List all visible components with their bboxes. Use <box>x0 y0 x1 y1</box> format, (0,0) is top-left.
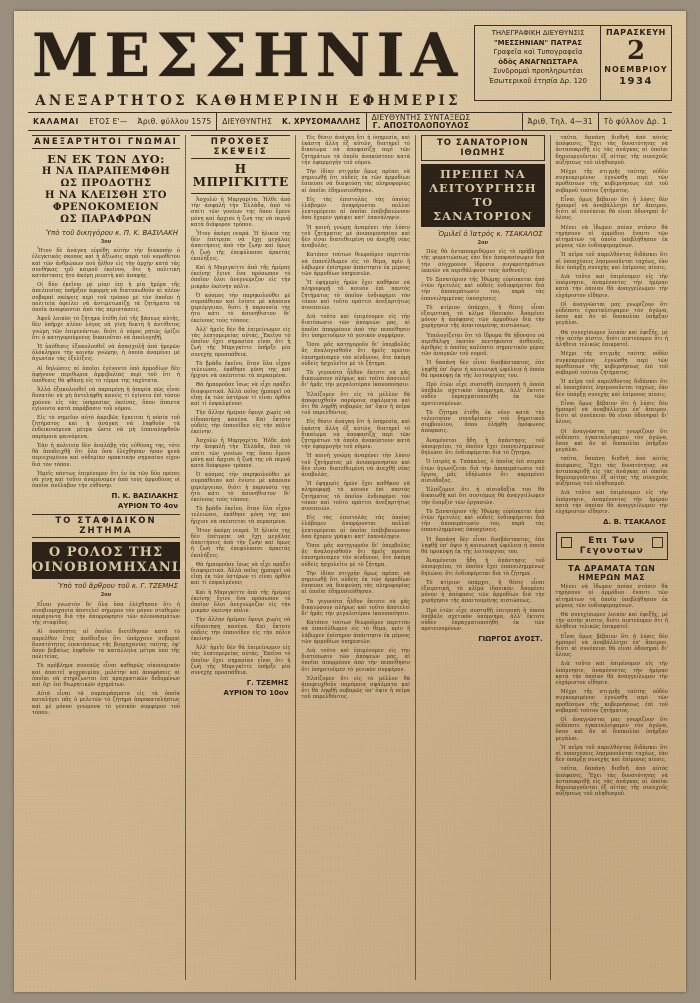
section-marker-2: 2ον <box>100 592 112 599</box>
paragraph: Ἀσχολῶ ἡ Μαργαρίτα. Ἠλθε ἀπὸ τὴν ἀσφαλῆ τὴν Ἑλλάδα, ἀπὸ τὸ σπίτι τῶν γονέων της ὅπου ἔμενε μόνη καὶ ἄρχισε ἡ ζωή της νὰ περνᾷ κατὰ διάφορον τρόπον. <box>190 438 291 469</box>
paragraph: Τὸ ζήτημα ἐτέθη ἐκ νέου κατὰ τὴν τελευταίαν συνεδρίασιν τοῦ δημοτικοῦ συμβουλίου, ὅπου ἐλήφθη ὁμόφωνος ἀπόφασις. <box>421 409 545 435</box>
headline-4: ΠΡΕΠΕΙ ΝΑ ΛΕΙΤΟΥΡΓΗΣΗ ΤΟ ΣΑΝΑΤΟΡΙΟΝ <box>421 164 545 227</box>
masthead-subtitle: ΑΝΕΞΑΡΤΗΤΟΣ ΚΑΘΗΜΕΡΙΝΗ ΕΦΗΜΕΡΙΣ <box>35 93 461 109</box>
paragraph: Τὴν ἰδίαν στιγμὴν ὅμως πρέπει νὰ σημειωθῇ ὅτι οὐδεὶς ἐκ τῶν ἁρμοδίων ἔσπευσε νὰ διαψεύσῃ τὰς πληροφορίας αἱ ὁποῖαι ἐδημοσιεύθησαν. <box>301 169 411 194</box>
paragraph: Αὐτὰ εἶναι τὰ συμπεράσματα εἰς τὰ ὁποῖα καταλήγει πᾶς ὁ μελετῶν τὸ ζήτημα ἀπροκαταλήπτως καὶ μὲ μόνον γνώμονα τὸ γενικὸν συμφέρον τοῦ τόπου. <box>32 691 180 716</box>
continuation-1: ΑΥΡΙΟΝ ΤΟ 4ον <box>117 502 178 511</box>
headline-1c: Η ΝΑ ΚΛΕΙΣΘΗ ΣΤΟ ΦΡΕΝΟΚΟΜΕΙΟΝ <box>45 190 167 213</box>
paragraph: Μένει νὰ ἴδωμεν ποίαν στάσιν θὰ τηρήσουν οἱ ἁρμόδιοι ἔναντι τῶν αἰτημάτων τὰ ὁποῖα ὑπεβλήθησαν ἐκ μέρους τῶν ἐνδιαφερομένων. <box>555 584 668 609</box>
paragraph: Θὰ συνεχίσωμεν λοιπὸν καὶ ἐφεξῆς, μὲ τὴν αὐτὴν πίστιν, διότι πιστεύομεν ὅτι ἡ ἀλήθεια τελικῶς ἐπικρατεῖ. <box>555 329 668 349</box>
paragraph: Τὰ γεγονότα ἦλθον ἔκτοτε νὰ μᾶς δικαιώσουν πλήρως καὶ τοῦτο ἀποτελεῖ δι' ἡμᾶς τὴν μεγαλυτέραν ἱκανοποίησιν. <box>301 369 411 389</box>
column-1-kicker-2: ΤΟ ΣΤΑΦΙΔΙΚΟΝ ΖΗΤΗΜΑ <box>32 514 180 538</box>
paragraph: Τὴν ἰδίαν στιγμὴν ὅμως πρέπει νὰ σημειωθῇ ὅτι οὐδεὶς ἐκ τῶν ἁρμοδίων ἔσπευσε νὰ διαψεύσῃ τὰς πληροφορίας αἱ ὁποῖαι ἐδημοσιεύθησαν. <box>301 570 411 596</box>
paragraph: Εἶναι ὅμως βέβαιον ὅτι ἡ λύσις δὲν ἠμπορεῖ νὰ ἀναβάλλεται ἐπ' ἄπειρον, διότι αἱ συνέπειαι θὰ εἶναι ὀδυνηραὶ δι' ὅλους. <box>555 196 668 222</box>
flag-line-3: Γραφεῖα καὶ Τυπογραφεῖα <box>493 48 583 56</box>
column-2-kicker: ΠΡΟΧΘΕΣ ΣΚΕΨΕΙΣ <box>191 135 291 159</box>
paragraph: Τὸ κτίριον ὑπάρχει, ἡ θέσις εἶναι ἐξαιρετική, τὸ κλῖμα ἰδανικόν. Ἀπομένει μόνον ἡ ἀπόφασις τῶν ἁρμοδίων διὰ τὴν χορήγησιν τῆς ἀπαιτουμένης πιστώσεως. <box>421 579 545 605</box>
section-marker-1: 3ον <box>100 239 112 245</box>
signature-4: ΓΙΩΡΓΟΣ ΔΥΟΣΤ. <box>478 635 543 644</box>
paragraph: Ἡ κοινὴ γνώμη ἀναμένει τὴν λύσιν τοῦ ζητήματος μὲ ἀνυπομονησίαν καὶ δὲν εἶναι διατεθειμένη νὰ ἀνεχθῇ νέας ἀναβολάς. <box>301 224 411 250</box>
info-editor: Γ. ΑΠΟΣΤΟΛΟΠΟΥΛΟΣ <box>372 120 470 130</box>
paragraph: Τὴν ἄλλην ἡμέραν ἔφυγε χωρὶς νὰ εἰδοποιήσῃ κανένα. Καὶ ἔκτοτε οὐδεὶς τὴν ἐπανεῖδεν εἰς τὴν πόλιν ἐκείνην. <box>190 410 291 435</box>
paragraph: Θὰ συνεχίσωμεν λοιπὸν καὶ ἐφεξῆς, μὲ τὴν αὐτὴν πίστιν, διότι πιστεύομεν ὅτι ἡ ἀλήθεια τελικῶς ἐπικρατεῖ. <box>555 611 668 631</box>
column-1-kicker: ΑΝΕΞΑΡΤΗΤΟΙ ΓΝΩΜΑΙ <box>32 135 180 149</box>
paragraph: Κατόπιν τούτων θεωροῦμεν περιττὸν νὰ ἐπανέλθωμεν εἰς τὸ θέμα, πρὶν ἢ λάβωμεν ἐπίσημον ἀπάντησιν ἐκ μέρους τῶν ἁρμοδίων ὑπηρεσιῶν. <box>301 620 411 645</box>
paragraph: Ἀναμένεται ἤδη ἡ ἀπάντησις τοῦ ὑπουργείου, τὸ ὁποῖον ἔχει ἐπανειλημμένως δηλώσει ὅτι ἐνδιαφέρεται διὰ τὸ ζήτημα. <box>421 437 545 457</box>
flag-date-block <box>601 26 671 100</box>
article-columns <box>28 135 672 980</box>
paragraph: Διὰ τοῦτο καὶ ἐπιμένομεν εἰς τὴν ὑπόμνησιν, ἀναμένοντες τὴν ἡμέραν κατὰ τὴν ὁποίαν θὰ ἀναγγείλωμεν τὴν εὐχάριστον εἴδησιν. <box>555 661 668 687</box>
section-marker-4: 2ον <box>477 240 489 246</box>
paragraph: Ἡ πεῖρα τοῦ παρελθόντος διδάσκει ὅτι αἱ ὑποσχέσεις λησμονοῦνται ταχέως, ἐὰν δὲν ὑπάρξῃ συνεχὴς καὶ ἐπίμονος πίεσις. <box>555 252 668 271</box>
headline-2: Η ΜΠΡΙΓΚΙΤΤΕ <box>192 162 289 189</box>
column-3-body <box>301 135 410 701</box>
paragraph: Ἐὰν ἡ πολιτεία δὲν ἀναλάβῃ τὰς εὐθύνας της, τότε θὰ ἀποδειχθῇ ὅτι ὅλα ὅσα ἐλέχθησαν ἦσαν κενὰ περιεχομένου καὶ οὐδεμίαν πρακτικὴν σημασίαν εἶχον διὰ τὸν τόπον. <box>32 442 180 468</box>
headline-1d: ΩΣ ΠΑΡΑΦΡΩΝ <box>60 214 152 225</box>
signature-5: Δ. Β. ΤΣΑΚΑΛΟΣ <box>603 518 666 527</box>
paragraph: Ἦτον ἀκόμη νεαρά. Ἡ ἡλικία της δὲν ἐπέτρεπε νὰ ἔχῃ μεγάλας ἀπαιτήσεις ἀπὸ τὴν ζωὴν καὶ ὅμως ἡ ζωὴ τῆς ἐπεφύλασσε ἀρκετὰς ἐκπλήξεις. <box>190 527 291 559</box>
byline-1: Ὑπὸ τοῦ δικηγόρου κ. Π. Κ. ΒΑΣΙΛΑΚΗ <box>45 229 178 237</box>
paragraph: Τὸ Σανατόριον τῆς Ἰθώμης εὑρίσκεται ἀπὸ ἐτῶν ἡμιτελὲς καὶ οὐδεὶς ἐνδιαφέρεται διὰ τὴν ἀποπεράτωσίν του, παρὰ τὰς ἐπανειλημμένας ὑποσχέσεις. <box>421 508 545 534</box>
paragraph: Εἰς τὸ σημεῖον αὐτὸ ἀκριβῶς ἔγκειται ἡ οὐσία τοῦ ζητήματος καὶ ἡ ἀνάγκη νὰ ληφθοῦν τὰ ἐνδεικνυόμενα μέτρα ὥστε νὰ μὴ ἐπαναληφθοῦν παρόμοια φαινόμενα. <box>32 415 180 440</box>
paragraph: Ἡ ὑπόθεσις ἐξακολουθεῖ νὰ ἀπασχολῇ ἀπὸ ἡμερῶν ὁλόκληρον τὴν κοινὴν γνώμην, ἡ ὁποία ἀναμένει μὲ ἀγωνίαν τὰς ἐξελίξεις. <box>32 344 180 363</box>
paragraph: Οἱ ἀναγνῶσται μας γνωρίζουν ὅτι οὐδέποτε ἐγκαταλείψαμεν τὸν ἀγῶνα, ὅσον καὶ ἂν αἱ δυσκολίαι ὑπῆρξαν μεγάλαι. <box>555 428 668 454</box>
paragraph: Καὶ ἡ Μπριγκίττε ἀπὸ τῆς ἡμέρας ἐκείνης ἔγινε ἕνα πρόσωπον τὸ ὁποῖον ὅλοι ἀνεγνώριζον εἰς τὴν μικρὰν ἐκείνην πόλιν. <box>190 589 291 615</box>
flag-day-number: 2 <box>626 36 646 66</box>
paragraph: Οἱ ἀναγνῶσται μας γνωρίζουν ὅτι οὐδέποτε ἐγκαταλείψαμεν τὸν ἀγῶνα, ὅσον καὶ ἂν αἱ δυσκολίαι ὑπῆρξαν μεγάλαι. <box>555 301 668 327</box>
paragraph: Τὸ Σανατόριον τῆς Ἰθώμης εὑρίσκεται ἀπὸ ἐτῶν ἡμιτελὲς καὶ οὐδεὶς ἐνδιαφέρεται διὰ τὴν ἀποπεράτωσίν του, παρὰ τὰς ἐπανειλημμένας ὑποσχέσεις. <box>421 277 545 302</box>
paragraph: Αἱ δηλώσεις αἱ ὁποῖαι ἐγένοντο ὑπὸ ἁρμοδίων δὲν ἀφήνουν περιθώρια ἀμφιβολίας περὶ τοῦ ὅτι ἡ ὑπόθεσις θὰ φθάσῃ εἰς τὸ τέρμα της ταχύτατα. <box>32 365 180 385</box>
flag-box <box>474 25 672 101</box>
info-price: Τὸ φύλλον Δρ. 1 <box>603 117 667 126</box>
column-4-body <box>421 240 545 632</box>
column-5-subheadline: ΤΑ ΔΡΑΜΑΤΑ ΤΩΝ ΗΜΕΡΩΝ ΜΑΣ <box>568 564 656 583</box>
paragraph: Τὸ πρόβλημα συνεπῶς εἶναι καθαρῶς οἰκονομικὸν καὶ ἀπαιτεῖ ψυχραιμίαν, μελέτην καὶ ἀποφάσεις αἱ ὁποῖαι νὰ στηρίζωνται ἐπὶ πραγματικῶν δεδομένων καὶ ὄχι ἐπὶ θεωρητικῶν σχημάτων. <box>32 663 180 688</box>
paragraph: ταῦτα, δαπάνη διεθνῆ ἀπὸ αὐτὸς ἀπόφασις, Ἔχει τὰς δυνατότητας νὰ ἀνταποκριθῇ εἰς τὰς ἀνάγκας αἱ ὁποῖαι δημιουργοῦνται ἐξ αἰτίας τῆς συνεχοῦς αὐξήσεως τοῦ πληθυσμοῦ. <box>555 766 668 798</box>
column-rule <box>295 135 296 980</box>
column-rule <box>415 135 416 980</box>
headline-1e: Ο ΡΟΛΟΣ ΤΗΣ ΟΙΝΟΒΙΟΜΗΧΑΝΙΑΣ <box>32 542 180 579</box>
info-phone: Ἀριθ. Τηλ. 4—31 <box>527 117 593 126</box>
flag-line-2: "ΜΕΣΣΗΝΙΑΝ" ΠΑΤΡΑΣ <box>493 38 583 47</box>
paragraph: Ἡ πεῖρα τοῦ παρελθόντος διδάσκει ὅτι αἱ ὑποσχέσεις λησμονοῦνται ταχέως, ἐὰν δὲν ὑπάρξῃ συνεχὴς καὶ ἐπίμονος πίεσις. <box>555 744 668 764</box>
column-5-body-top <box>556 135 668 515</box>
paragraph: Εἶναι γνωστὸν δι' ὅλα ὅσα ἐλέχθησαν ὅτι ἡ οἰνοβιομηχανία ἀποτελεῖ σήμερον τὸν μόνον σταθερὸν παράγοντα διὰ τὴν ἀπορρόφησιν τῶν πλεονασμάτων τῆς σταφίδος. <box>32 601 180 627</box>
column-1-body-2 <box>32 592 180 716</box>
info-year: ΕΤΟΣ Ε'— <box>89 117 128 126</box>
paragraph: Ἀλλὰ ἐξακολουθεῖ νὰ παραμένῃ ἡ ἀπορία πῶς εἶναι δυνατὸν νὰ μὴ ἀντελήφθη κανεὶς τὶ ἐγίνετο ἐπὶ τόσον χρόνον εἰς τὰς ὑπηρεσίας ἐκείνας, ὅπου ἅπαντα ἐγίνοντο κατὰ παράβασιν τοῦ νόμου. <box>32 387 180 412</box>
paragraph: Ἡ δαπάνη δὲν εἶναι δυσβάστακτος, ἐὰν ληφθῇ ὑπ' ὄψιν ἡ κοινωνικὴ ὠφέλεια ἡ ὁποία θὰ προκύψῃ ἐκ τῆς λειτουργίας του. <box>421 536 545 555</box>
paragraph: Εἶναι ὅμως βέβαιον ὅτι ἡ λύσις δὲν ἠμπορεῖ νὰ ἀναβάλλεται ἐπ' ἄπειρον, διότι αἱ συνέπειαι θὰ εἶναι ὀδυνηραὶ δι' ὅλους. <box>555 400 668 426</box>
paragraph: Ἡ πεῖρα τοῦ παρελθόντος διδάσκει ὅτι αἱ ὑποσχέσεις λησμονοῦνται ταχέως, ἐὰν δὲν ὑπάρξῃ συνεχὴς καὶ ἐπίμονος πίεσις. <box>555 379 668 398</box>
paragraph: Καὶ ἡ Μπριγκίττε ἀπὸ τῆς ἡμέρας ἐκείνης ἔγινε ἕνα πρόσωπον τὸ ὁποῖον ὅλοι ἀνεγνώριζον εἰς τὴν μικρὰν ἐκείνην πόλιν. <box>190 265 291 290</box>
events-box-header: Επι Των Γεγονοτων <box>556 532 668 560</box>
paragraph: Μέχρι τῆς στιγμῆς ταύτης οὐδὲν συγκεκριμένον ἐγνώσθη περὶ τῶν προθέσεων τῆς κυβερνήσεως ἐπὶ τοῦ σοβαροῦ τούτου ζητήματος. <box>555 169 668 194</box>
paragraph: Ἦτον δὲ ἀνάγκη εὑρέθη αὐτὴν τὴν διακοπὴν ὁ ἐλεγκτικὸς σκοπος καὶ ἡ ἀξίωσις παρὰ τοῦ νομοθέτου καὶ τῶν ἀνθρώπων ποὺ ᾖλθον εἰς τὴν ἀρχὴν κατὰ τὰς συνθήκας τοῦ καιροῦ ἐκείνου, ὅτε ἡ πολιτικὴ κατάστασις ἦτο ἀκόμη ρευστὴ καὶ ἀσαφής. <box>32 248 180 280</box>
paragraph: Ὑπολογίζεται ὅτι τὸ ἵδρυμα θὰ ἠδύνατο νὰ περιθάλψῃ ἑκατὸν πεντήκοντα ἀσθενεῖς, ἀριθμὸς ὁ ὁποῖος καλύπτει σημαντικὸν μέρος τῶν ἀναγκῶν τοῦ νομοῦ. <box>421 332 545 358</box>
paragraph: Μέχρι τῆς στιγμῆς ταύτης οὐδὲν συγκεκριμένον ἐγνώσθη περὶ τῶν προθέσεων τῆς κυβερνήσεως ἐπὶ τοῦ σοβαροῦ τούτου ζητήματος. <box>555 351 668 376</box>
paragraph: Μένει νὰ ἴδωμεν ποίαν στάσιν θὰ τηρήσουν οἱ ἁρμόδιοι ἔναντι τῶν αἰτημάτων τὰ ὁποῖα ὑπεβλήθησαν ἐκ μέρους τῶν ἐνδιαφερομένων. <box>555 224 668 250</box>
column-1-body <box>32 239 180 489</box>
column-5-body-bottom <box>556 584 668 797</box>
flag-line-6: Ἐσωτερικοῦ ἐτησία Δρ. 120 <box>489 76 587 85</box>
paragraph: Αἱ ποσότητες αἱ ὁποῖαι διετέθησαν κατὰ τὸ παρελθὸν ἔτος ἀπέδειξαν ὅτι ὑπάρχουν σοβαραὶ δυνατότητες ἐπεκτάσεως τῆς βιομηχανίας ταύτης, ἐφ' ὅσον βεβαίως ληφθοῦν τὰ κατάλληλα μέτρα ὑπὸ τῆς πολιτείας. <box>32 629 180 661</box>
signature-1: Π. Κ. ΒΑΣΙΛΑΚΗΣ <box>111 492 178 501</box>
paragraph: Τὸ βράδυ ἐκεῖνο, ὅταν ὅλα εἶχαν τελειώσει, ἐκάθησε μόνη της καὶ ἤρχισε νὰ σκέπτεται τὰ περασμένα. <box>190 360 291 380</box>
newspaper-page <box>14 11 686 992</box>
paragraph: Εἰς θέσιν ἀνάγκη ὅτι ἡ ὑπηρεσία, καὶ ἑκάστη ἄλλη ἐξ αὐτῶν, διατηρεῖ τὸ δικαίωμα νὰ ἀποφασίζῃ περὶ τῶν ζητημάτων τὰ ὁποῖα ἀνακύπτουν κατὰ τὴν ἐφαρμογὴν τοῦ νόμου. <box>301 135 411 166</box>
info-director-label: ΔΙΕΥΘΥΝΤΗΣ <box>222 117 273 126</box>
column-5 <box>552 135 672 980</box>
paragraph: Ἡ ἐφημερὶς ἡμῶν ἔχει καθῆκον νὰ πληροφορῇ τὸ κοινὸν ἐπὶ παντὸς ζητήματος τὸ ὁποῖον ἐνδιαφέρει τὸν τόπον καὶ τοῦτο πράττει ἀνεξαρτήτως συνεπειῶν. <box>301 481 411 512</box>
paragraph: Εἰς θέσιν ἀνάγκη ὅτι ἡ ὑπηρεσία, καὶ ἑκάστη ἄλλη ἐξ αὐτῶν, διατηρεῖ τὸ δικαίωμα νὰ ἀποφασίζῃ περὶ τῶν ζητημάτων τὰ ὁποῖα ἀνακύπτουν κατὰ τὴν ἐφαρμογὴν τοῦ νόμου. <box>301 419 411 451</box>
column-3 <box>297 135 414 980</box>
paragraph: Ἡ ἐφημερὶς ἡμῶν ἔχει καθῆκον νὰ πληροφορῇ τὸ κοινὸν ἐπὶ παντὸς ζητήματος τὸ ὁποῖον ἐνδιαφέρει τὸν τόπον καὶ τοῦτο πράττει ἀνεξαρτήτως συνεπειῶν. <box>301 280 411 312</box>
paragraph: Ἡ δαπάνη δὲν εἶναι δυσβάστακτος, ἐὰν ληφθῇ ὑπ' ὄψιν ἡ κοινωνικὴ ὠφέλεια ἡ ὁποία θὰ προκύψῃ ἐκ τῆς λειτουργίας του. <box>421 360 545 379</box>
paragraph: Ὅσοι μᾶς κατηγοροῦν δι' ὑπερβολὰς ἂς ἀναλογισθοῦν ὅτι ἡμεῖς πρῶτοι ἐπεσημάναμεν τὸν κίνδυνον, ὅτε ἀκόμη οὐδεὶς ἠσχολεῖτο μὲ τὸ ζήτημα. <box>301 342 411 367</box>
headline-1b: Η ΝΑ ΠΑΡΑΠΕΜΦΘΗ ΩΣ ΠΡΟΔΟΤΗΣ <box>41 166 171 189</box>
masthead <box>28 21 672 107</box>
flag-line-4: ὁδὸς ΑΝΑΓΝΩΣΤΑΡΑ <box>498 57 578 66</box>
info-bar <box>28 112 672 131</box>
paragraph: Ἡ κοινὴ γνώμη ἀναμένει τὴν λύσιν τοῦ ζητήματος μὲ ἀνυπομονησίαν καὶ δὲν εἶναι διατεθειμένη νὰ ἀνεχθῇ νέας ἀναβολάς. <box>301 453 411 478</box>
info-issue: Ἀριθ. φύλλου 1575 <box>137 117 212 126</box>
paragraph: Οἱ ἀναγνῶσται μας γνωρίζουν ὅτι οὐδέποτε ἐγκαταλείψαμεν τὸν ἀγῶνα, ὅσον καὶ ἂν αἱ δυσκολίαι ὑπῆρξαν μεγάλαι. <box>555 717 668 742</box>
paragraph: Πρὸ ἐτῶν εἶχε συσταθῆ ἐπιτροπὴ ἡ ὁποία ὑπέβαλε σχετικὸν ὑπόμνημα, ἀλλ' ἔκτοτε οὐδὲν ἐπραγματοποιήθη ἐκ τῶν προτεινομένων. <box>421 607 545 633</box>
paragraph: ταῦτα, δαπάνη διεθνῆ ἀπὸ αὐτὸς ἀπόφασις, Ἔχει τὰς δυνατότητας νὰ ἀνταποκριθῇ εἰς τὰς ἀνάγκας αἱ ὁποῖαι δημιουργοῦνται ἐξ αἰτίας τῆς συνεχοῦς αὐξήσεως τοῦ πληθυσμοῦ. <box>555 456 668 488</box>
paragraph: Τὸ κτίριον ὑπάρχει, ἡ θέσις εἶναι ἐξαιρετική, τὸ κλῖμα ἰδανικόν. Ἀπομένει μόνον ἡ ἀπόφασις τῶν ἁρμοδίων διὰ τὴν χορήγησιν τῆς ἀπαιτουμένης πιστώσεως. <box>421 304 545 330</box>
signature-2: Γ. ΤΖΕΜΗΣ <box>246 679 289 688</box>
headline-1a: ΕΝ ΕΚ ΤΩΝ ΔΥΟ: <box>47 152 165 166</box>
flag-year: 1934 <box>619 76 653 87</box>
paragraph: ταῦτα, δαπάνη διεθνῆ ἀπὸ αὐτὸς ἀπόφασις, Ἔχει τὰς δυνατότητας νὰ ἀνταποκριθῇ εἰς τὰς ἀνάγκας αἱ ὁποῖαι δημιουργοῦνται ἐξ αἰτίας τῆς συνεχοῦς αὐξήσεως τοῦ πληθυσμοῦ. <box>555 135 668 166</box>
info-editor-label: ΔΙΕΥΘΥΝΤΗΣ ΣΥΝΤΑΞΕΩΣ <box>371 112 471 122</box>
info-place: ΚΑΛΑΜΑΙ <box>33 117 80 126</box>
paragraph: Ἦτον ἀκόμη νεαρά. Ἡ ἡλικία της δὲν ἐπέτρεπε νὰ ἔχῃ μεγάλας ἀπαιτήσεις ἀπὸ τὴν ζωὴν καὶ ὅμως ἡ ζωὴ τῆς ἐπεφύλασσε ἀρκετὰς ἐκπλήξεις. <box>190 231 291 262</box>
paragraph: Πρὸ ἐτῶν εἶχε συσταθῆ ἐπιτροπὴ ἡ ὁποία ὑπέβαλε σχετικὸν ὑπόμνημα, ἀλλ' ἔκτοτε οὐδὲν ἐπραγματοποιήθη ἐκ τῶν προτεινομένων. <box>421 382 545 407</box>
paragraph: Ἐλπίζομεν ὅτι εἰς τὸ μέλλον θὰ ἀποφευχθοῦν παρόμοια σφάλματα καὶ ὅτι θὰ ληφθῇ σοβαρῶς ὑπ' ὄψιν ἡ πεῖρα τοῦ παρελθόντος. <box>301 675 411 701</box>
paragraph: Οἱ δύο ἐκεῖνοι μὲ μίαν ἐπὶ ἡ μία ἡμέρα τῆς ἀπελπισίας ὑπῆρξαν ἀφορμὴ νὰ διατυπωθοῦν αἱ πλέον σοβαραὶ σκέψεις περὶ τοῦ τρόπου μὲ τὸν ὁποῖον ἡ πολιτεία ὀφείλει νὰ ἀντιμετωπίζῃ τὰ ζητήματα τὰ ὁποῖα ἀναφύονται ἀπὸ τὰς περιστάσεις. <box>32 282 180 314</box>
paragraph: Ὁ ἰατρὸς κ. Τσάκαλος, ὁ ὁποῖος ἐπὶ σειρὰν ἐτῶν ἀγωνίζεται διὰ τὴν ἀποπεράτωσιν τοῦ ἔργου, μᾶς ἐδήλωσεν ὅτι παραμένει αἰσιόδοξος. <box>421 459 545 484</box>
paragraph: Ὁ κόσμος τὴν παρηκολούθει μὲ συμπάθειαν καὶ ἐνίοτε μὲ κάποιαν περιέργειαν, διότι ἡ παρουσία της ἦτο κάτι τὸ ἀσυνήθιστον δι' ἐκείνους τοὺς τόπους. <box>190 472 291 503</box>
paragraph: Διὰ τοῦτο καὶ ἐπιμένομεν εἰς τὴν ὑπόμνησιν, ἀναμένοντες τὴν ἡμέραν κατὰ τὴν ὁποίαν θὰ ἀναγγείλωμεν τὴν εὐχάριστον εἴδησιν. <box>555 274 668 299</box>
flag-month: ΝΟΕΜΒΡΙΟΥ <box>604 65 668 74</box>
paragraph: Διὰ τοῦτο καὶ ἐπιμένομεν εἰς τὴν ὑπόμνησιν, ἀναμένοντες τὴν ἡμέραν κατὰ τὴν ὁποίαν θὰ ἀναγγείλωμεν τὴν εὐχάριστον εἴδησιν. <box>555 490 668 515</box>
divider <box>191 193 291 194</box>
paragraph: Ὁ κόσμος τὴν παρηκολούθει μὲ συμπάθειαν καὶ ἐνίοτε μὲ κάποιαν περιέργειαν, διότι ἡ παρουσία της ἦτο κάτι τὸ ἀσυνήθιστον δι' ἐκείνους τοὺς τόπους. <box>190 292 291 324</box>
flag-weekday: ΠΑΡΑΣΚΕΥΗ <box>606 28 666 37</box>
paragraph: Εἶναι ὅμως βέβαιον ὅτι ἡ λύσις δὲν ἠμπορεῖ νὰ ἀναβάλλεται ἐπ' ἄπειρον, διότι αἱ συνέπειαι θὰ εἶναι ὀδυνηραὶ δι' ὅλους. <box>555 633 668 659</box>
paragraph: Τὰ γεγονότα ἦλθον ἔκτοτε νὰ μᾶς δικαιώσουν πλήρως καὶ τοῦτο ἀποτελεῖ δι' ἡμᾶς τὴν μεγαλυτέραν ἱκανοποίησιν. <box>301 598 411 618</box>
paragraph: Ἡμεῖς πάντως ἐπιμένομεν ὅτι ἐν ἐκ τῶν δύο πρέπει νὰ γίνῃ καὶ τοῦτο ἀναμένομεν ἀπὸ τοὺς ἁρμοδίους οἱ ὁποῖοι ἀνέλαβον τὴν εὐθύνην. <box>32 470 180 490</box>
paragraph: Ἐλπίζομεν ὅτι ἡ αἰσιοδοξία του θὰ δικαιωθῇ καὶ ὅτι συντόμως θὰ ἀναγγείλωμεν τὴν ἔναρξιν τῶν ἐργασιῶν. <box>421 487 545 506</box>
paragraph: Θὰ ἠμποροῦσε ἴσως νὰ εἶχε πράξει διαφορετικά. Ἀλλὰ ποῖος ἠμπορεῖ νὰ εἴπῃ ἐκ τῶν ὑστέρων τί εἶναι ὀρθὸν καὶ τί ἐσφαλμένον; <box>190 561 291 587</box>
column-2-body <box>191 197 291 676</box>
paragraph: Θὰ ἠμποροῦσε ἴσως νὰ εἶχε πράξει διαφορετικά. Ἀλλὰ ποῖος ἠμπορεῖ νὰ εἴπῃ ἐκ τῶν ὑστέρων τί εἶναι ὀρθὸν καὶ τί ἐσφαλμένον; <box>190 382 291 408</box>
paragraph: Πῶς θὰ ἀνταποκριθῶμεν εἰς τὸ πρόβλημα τῆς φυματιώσεως ἐὰν δὲν ἀποφασίσωμεν διὰ τὴν σύγχρονον ἵδρυσιν συγκροτημάτων ἱκανῶν νὰ περιθάλψουν τοὺς ἀσθενεῖς; <box>421 249 545 274</box>
paragraph: Ἀσχολῶ ἡ Μαργαρίτα. Ἠλθε ἀπὸ τὴν ἀσφαλῆ τὴν Ἑλλάδα, ἀπὸ τὸ σπίτι τῶν γονέων της ὅπου ἔμενε μόνη καὶ ἄρχισε ἡ ζωή της νὰ περνᾷ κατὰ διάφορον τρόπον. <box>190 197 291 228</box>
flag-line-1: ΤΗΛΕΓΡΑΦΙΚΗ ΔΙΕΥΘΥΝΣΙΣ <box>491 29 585 37</box>
paragraph: Ἐλπίζομεν ὅτι εἰς τὸ μέλλον θὰ ἀποφευχθοῦν παρόμοια σφάλματα καὶ ὅτι θὰ ληφθῇ σοβαρῶς ὑπ' ὄψιν ἡ πεῖρα τοῦ παρελθόντος. <box>301 391 411 417</box>
paragraph: Ἀφοῦ λοιπὸν τὸ ζήτημα ἐτέθη ἐπὶ τῆς βάσεως αὐτῆς, δὲν ὑπῆρχε πλέον λόγος νὰ γίνῃ δεκτὴ ἡ ἀντίθετος γνώμη τῶν ἐπιμενόντων, διότι ὁ νόμος ρητῶς ὁρίζει ὅτι ὁ κατηγορούμενος δικαιοῦται νὰ ἀπολογηθῇ. <box>32 316 180 341</box>
column-2 <box>187 135 295 980</box>
paragraph: Ἀλλ' ἡμεῖς δὲν θὰ ἐπιμείνωμεν εἰς τὰς λεπτομερείας αὐτάς. Ἐκεῖνο τὸ ὁποῖον ἔχει σημασίαν εἶναι ὅτι ἡ ζωὴ τῆς Μπριγκίττε ὑπῆρξε μία συνεχὴς προσπάθεια. <box>190 326 291 358</box>
paragraph: Ὅσοι μᾶς κατηγοροῦν δι' ὑπερβολὰς ἂς ἀναλογισθοῦν ὅτι ἡμεῖς πρῶτοι ἐπεσημάναμεν τὸν κίνδυνον, ὅτε ἀκόμη οὐδεὶς ἠσχολεῖτο μὲ τὸ ζήτημα. <box>301 542 411 568</box>
column-4-kicker: ΤΟ ΣΑΝΑΤΟΡΙΟΝ ΙΘΩΜΗΣ <box>421 135 545 161</box>
paragraph: Διὰ τοῦτο καὶ ἐπιμένομεν εἰς τὴν διατύπωσιν τῶν ἀπόψεών μας, αἱ ὁποῖαι ἀπορρέουν ἀπὸ τὴν πεποίθησιν ὅτι ὑπηρετοῦμεν τὸ γενικὸν συμφέρον. <box>301 314 411 339</box>
byline-2: Ὑπὸ τοῦ ἄρθρου τοῦ κ. Γ. ΤΖΕΜΗΣ <box>57 582 178 591</box>
column-rule <box>185 135 186 980</box>
paragraph: Τὸ βράδυ ἐκεῖνο, ὅταν ὅλα εἶχαν τελειώσει, ἐκάθησε μόνη της καὶ ἤρχισε νὰ σκέπτεται τὰ περασμένα. <box>190 506 291 525</box>
info-director: Κ. ΧΡΥΣΟΜΑΛΛΗΣ <box>282 117 361 126</box>
paragraph: Τὴν ἄλλην ἡμέραν ἔφυγε χωρὶς νὰ εἰδοποιήσῃ κανένα. Καὶ ἔκτοτε οὐδεὶς τὴν ἐπανεῖδεν εἰς τὴν πόλιν ἐκείνην. <box>190 617 291 642</box>
paragraph: Εἰς τὰς ἐπιστολὰς τὰς ὁποίας ἐλάβομεν ἀναφέρονται πολλαὶ λεπτομέρειαι αἱ ὁποῖαι ἐπιβεβαιώνουν ὅσα ἔχομεν γράψει κατ' ἐπανάληψιν. <box>301 196 411 222</box>
flag-contact-block <box>475 26 601 100</box>
paragraph: Ἀλλ' ἡμεῖς δὲν θὰ ἐπιμείνωμεν εἰς τὰς λεπτομερείας αὐτάς. Ἐκεῖνο τὸ ὁποῖον ἔχει σημασίαν εἶναι ὅτι ἡ ζωὴ τῆς Μπριγκίττε ὑπῆρξε μία συνεχὴς προσπάθεια. <box>190 645 291 677</box>
column-4 <box>417 135 549 980</box>
flag-line-5: Συνδρομαὶ προπληρωτέαι <box>492 67 584 75</box>
page-title: ΜΕΣΣΗΝΙΑ <box>32 21 464 91</box>
paragraph: Μέχρι τῆς στιγμῆς ταύτης οὐδὲν συγκεκριμένον ἐγνώσθη περὶ τῶν προθέσεων τῆς κυβερνήσεως ἐπὶ τοῦ σοβαροῦ τούτου ζητήματος. <box>555 689 668 714</box>
paragraph: Κατόπιν τούτων θεωροῦμεν περιττὸν νὰ ἐπανέλθωμεν εἰς τὸ θέμα, πρὶν ἢ λάβωμεν ἐπίσημον ἀπάντησιν ἐκ μέρους τῶν ἁρμοδίων ὑπηρεσιῶν. <box>301 252 411 278</box>
continuation-2: ΑΥΡΙΟΝ ΤΟ 10ον <box>223 689 289 698</box>
paragraph: Ἀναμένεται ἤδη ἡ ἀπάντησις τοῦ ὑπουργείου, τὸ ὁποῖον ἔχει ἐπανειλημμένως δηλώσει ὅτι ἐνδιαφέρεται διὰ τὸ ζήτημα. <box>421 558 545 577</box>
paragraph: Εἰς τὰς ἐπιστολὰς τὰς ὁποίας ἐλάβομεν ἀναφέρονται πολλαὶ λεπτομέρειαι αἱ ὁποῖαι ἐπιβεβαιώνουν ὅσα ἔχομεν γράψει κατ' ἐπανάληψιν. <box>301 515 411 540</box>
column-1 <box>28 135 201 980</box>
paragraph: Διὰ τοῦτο καὶ ἐπιμένομεν εἰς τὴν διατύπωσιν τῶν ἀπόψεών μας, αἱ ὁποῖαι ἀπορρέουν ἀπὸ τὴν πεποίθησιν ὅτι ὑπηρετοῦμεν τὸ γενικὸν συμφέρον. <box>301 648 411 673</box>
byline-4: Ὁμιλεῖ ὁ Ἰατρὸς κ. ΤΣΑΚΑΛΟΣ <box>438 230 543 238</box>
column-rule <box>550 135 551 980</box>
